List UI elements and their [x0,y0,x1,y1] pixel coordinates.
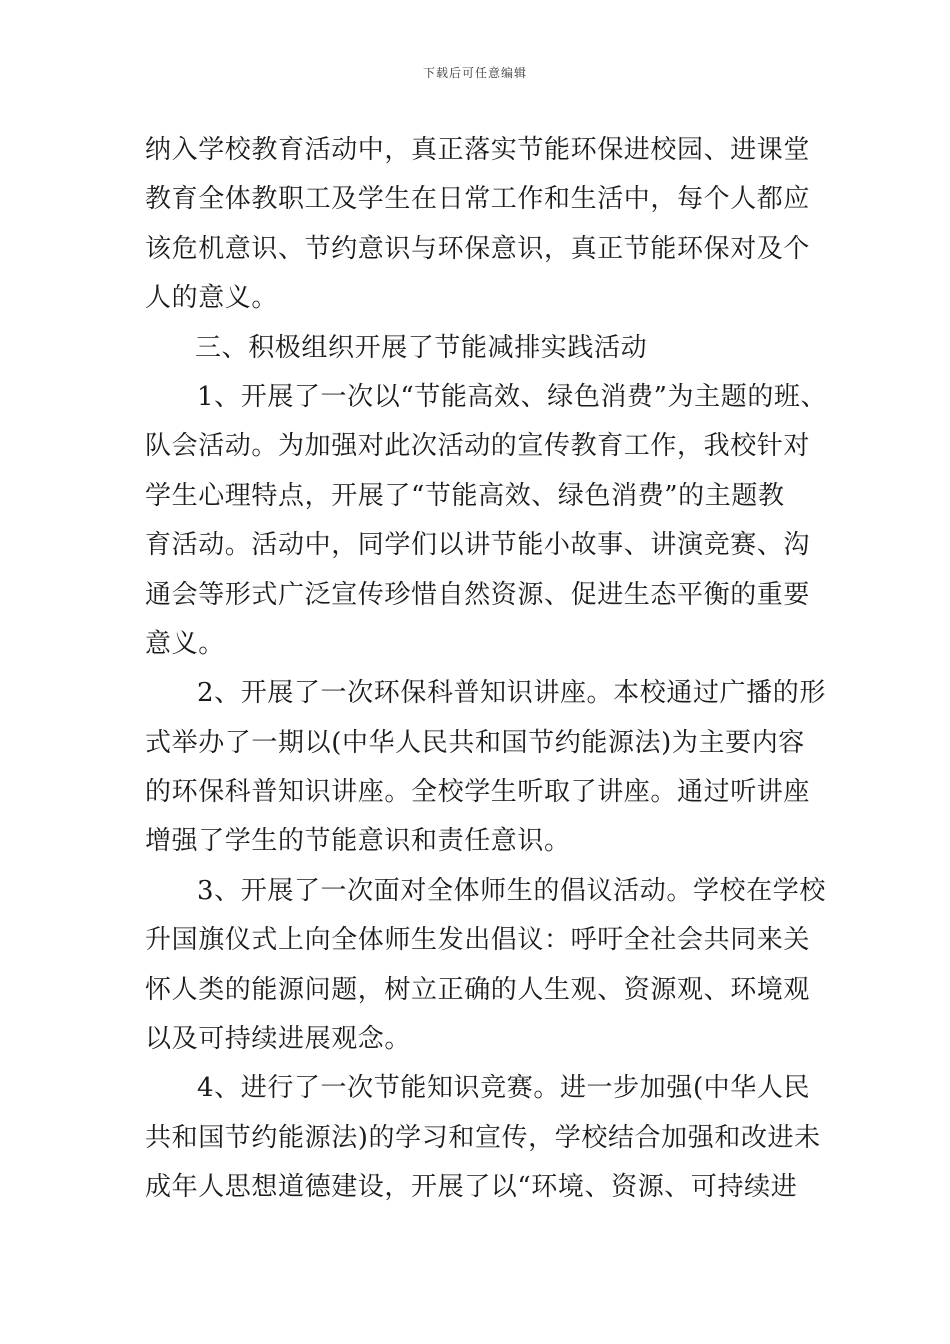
document-body [145,126,828,1213]
text-line: 育活动。活动中，同学们以讲节能小故事、讲演竞赛、沟 [145,530,811,561]
text-line: 以及可持续进展观念。 [145,1024,412,1055]
text-line: 3、开展了一次面对全体师生的倡议活动。学校在学校 [197,875,826,906]
text-line: 的环保科普知识讲座。全校学生听取了讲座。通过听讲座 [145,777,811,808]
text-line: 升国旗仪式上向全体师生发出倡议：呼吁全社会共同来关 [145,925,811,956]
text-line: 共和国节约能源法)的学习和宣传，学校结合加强和改进未 [145,1122,821,1153]
text-line: 通会等形式广泛宣传珍惜自然资源、促进生态平衡的重要 [145,579,811,610]
page-header: 下载后可任意编辑 [422,66,527,80]
text-line: 成年人思想道德建设，开展了以“环境、资源、可持续进 [145,1172,798,1203]
text-line: 1、开展了一次以“节能高效、绿色消费”为主题的班、 [197,381,828,412]
text-line: 队会活动。为加强对此次活动的宣传教育工作，我校针对 [145,431,811,462]
text-line: 教育全体教职工及学生在日常工作和生活中，每个人都应 [145,184,811,215]
text-line: 人的意义。 [145,283,279,314]
text-line: 式举办了一期以(中华人民共和国节约能源法)为主要内容 [145,727,805,758]
text-line: 怀人类的能源问题，树立正确的人生观、资源观、环境观 [145,974,811,1005]
text-line: 意义。 [145,628,225,659]
section-heading: 三、积极组织开展了节能减排实践活动 [195,332,648,363]
text-line: 纳入学校教育活动中，真正落实节能环保进校园、进课堂 [145,135,811,165]
text-line: 学生心理特点，开展了“节能高效、绿色消费”的主题教 [145,480,785,511]
text-line: 该危机意识、节约意识与环保意识，真正节能环保对及个 [145,233,811,264]
text-line: 4、进行了一次节能知识竞赛。进一步加强(中华人民 [197,1073,811,1104]
text-line: 2、开展了一次环保科普知识讲座。本校通过广播的形 [197,678,826,709]
text-line: 增强了学生的节能意识和责任意识。 [145,826,571,857]
